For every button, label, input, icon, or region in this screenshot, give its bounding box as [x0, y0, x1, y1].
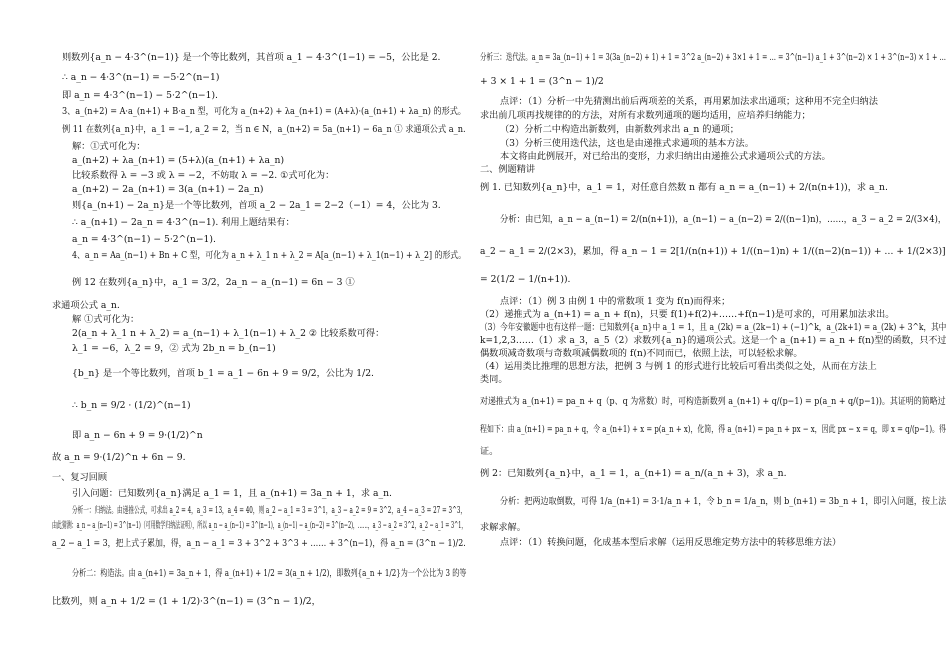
text-line: {b_n} 是一个等比数列，首项 b_1 = a_1 − 6n + 9 = 9/2，公比为 1/2.	[72, 368, 374, 379]
example-heading: 例 2：已知数列{a_n}中，a_1 = 1，a_(n+1) = a_n/(a_n + 3)，求 a_n.	[480, 468, 787, 479]
text-line: 由此猜测：a_n − a_(n−1) = 3^(n−1)（可用数学归纳法证明），所以 a_n − a_(n−1) = 3^(n−1)，a_(n−1) − a_(n−2) = 3^(n−2)，……，a_3 − a_2 = 3^2，a_2 − a_1 = 3^1，	[52, 520, 467, 531]
left-column	[0, 0, 470, 671]
text-line: 解：①式可化为：	[72, 141, 146, 152]
text-line: 分析一：归纳法。由递推公式，可求出 a_2 = 4，a_3 = 13，a_4 = 40，则 a_2 − a_1 = 3 = 3^1，a_3 − a_2 = 9 = 3^2，a_4 − a_3 = 27 = 3^3，	[72, 505, 467, 516]
text-line: （3）分析三使用迭代法，这也是由递推式求通项的基本方法。	[500, 138, 754, 149]
text-line: 则数列{a_n − 4·3^(n−1)} 是一个等比数列，其首项 a_1 − 4·3^(1−1) = −5，公比是 2.	[62, 52, 441, 63]
equation-line: 即 a_n − 6n + 9 = 9·(1/2)^n	[72, 430, 203, 441]
text-line: ∴ a_n − 4·3^(n−1) = −5·2^(n−1)	[62, 72, 220, 83]
equation-line: a_(n+2) + λa_(n+1) = (5+λ)(a_(n+1) + λa_n)	[72, 155, 285, 166]
text-line: （2）分析二中构造出新数列，由新数列求出 a_n 的通项；	[500, 124, 739, 135]
text-line: 比数列，则 a_n + 1/2 = (1 + 1/2)·3^(n−1) = (3^n − 1)/2，	[52, 596, 321, 607]
text-line: 求通项公式 a_n.	[52, 300, 120, 311]
text-line: 解 ①式可化为：	[72, 314, 140, 325]
text-line: 本文将由此例展开，对已给出的变形，力求归纳出由递推公式求通项公式的方法。	[500, 151, 831, 162]
text-line: 比较系数得 λ = −3 或 λ = −2，不妨取 λ = −2. ①式可化为：	[72, 170, 335, 181]
text-line: 引入问题：已知数列{a_n}满足 a_1 = 1，且 a_(n+1) = 3a_n + 1，求 a_n.	[72, 488, 392, 499]
equation-line: ∴ b_n = 9/2 · (1/2)^(n−1)	[72, 400, 191, 411]
text-line: 求解求解。	[480, 522, 526, 533]
text-line: （4）运用类比推理的思想方法，把例 3 与例 1 的形式进行比较后可看出类似之处，从而在方法上	[480, 361, 877, 372]
text-line: 即 a_n = 4·3^(n−1) − 5·2^(n−1).	[62, 90, 218, 101]
equation-line: 故 a_n = 9·(1/2)^n + 6n − 9.	[52, 452, 186, 463]
text-line: 点评：（1）转换问题，化成基本型后求解（运用反思维定势方法中的转移思维方法）	[500, 537, 842, 548]
section-heading: 二、例题精讲	[480, 164, 536, 175]
equation-line: a_2 − a_1 = 2/(2×3)，累加，得 a_n − 1 = 2[1/(n(n+1)) + 1/((n−1)n) + 1/((n−2)(n−1)) + … + 1/(2×3)]	[480, 246, 946, 257]
example-heading: 例 11 在数列{a_n}中，a_1 = −1, a_2 = 2，当 n ∈ N，a_(n+2) = 5a_(n+1) − 6a_n ① 求通项公式 a_n.	[62, 124, 466, 135]
text-line: 求出前几项再找规律的的方法，对所有求数列通项的题均适用，应培养归纳能力；	[480, 110, 811, 121]
text-line: （2）递推式为 a_(n+1) = a_n + f(n)，只要 f(1)+f(2)+……+f(n−1)是可求的，可用累加法求出。	[480, 309, 895, 320]
equation-line: a_(n+2) − 2a_(n+1) = 3(a_(n+1) − 2a_n)	[72, 184, 264, 195]
equation-line: a_n = 4·3^(n−1) − 5·2^(n−1).	[72, 234, 216, 245]
equation-line: = 2(1/2 − 1/(n+1)).	[480, 274, 571, 285]
text-line: 点评：（1）例 3 由例 1 中的常数项 1 变为 f(n)而得来；	[500, 296, 731, 307]
text-line: a_2 − a_1 = 3，把上式子累加，得，a_n − a_1 = 3 + 3^2 + 3^3 + …… + 3^(n−1)，得 a_n = (3^n − 1)/2.	[52, 538, 466, 549]
text-line: 对递推式为 a_(n+1) = pa_n + q（p、q 为常数）时，可构造新数列 a_(n+1) + q/(p−1) = p(a_n + q/(p−1))。其证明的简略过	[480, 396, 946, 407]
text-line: 程如下：由 a_(n+1) = pa_n + q，令 a_(n+1) + x = p(a_n + x)，化简，得 a_(n+1) = pa_n + px − x，因此 px − x = q，即 x = q/(p−1)。得	[480, 424, 946, 435]
text-line: 证。	[480, 446, 499, 457]
text-line: 分析三：迭代法。a_n = 3a_(n−1) + 1 = 3(3a_(n−2) + 1) + 1 = 3^2 a_(n−2) + 3×1 + 1 = … = 3^(n−1) a_1 + 3^(n−2) × 1 + 3^(n−3) × 1 + …	[480, 52, 946, 63]
text-line: 则{a_(n+1) − 2a_n}是一个等比数列，首项 a_2 − 2a_1 = 2−2（−1）= 4，公比为 3.	[72, 200, 441, 211]
text-line: 分析：由已知，a_n − a_(n−1) = 2/(n(n+1))，a_(n−1) − a_(n−2) = 2/((n−1)n)，……，a_3 − a_2 = 2/(3×4)，	[500, 214, 947, 225]
example-heading: 例 12 在数列{a_n}中，a_1 = 3/2，2a_n − a_(n−1) = 6n − 3 ①	[72, 277, 355, 288]
text-line: 分析二：构造法。由 a_(n+1) = 3a_n + 1，得 a_(n+1) + 1/2 = 3(a_n + 1/2)，即数列{a_n + 1/2}为一个公比为 3 的等	[72, 568, 467, 579]
section-heading: 一、复习回顾	[52, 472, 108, 483]
text-line: 类同。	[480, 374, 508, 385]
example-heading: 例 1. 已知数列{a_n}中，a_1 = 1，对任意自然数 n 都有 a_n = a_(n−1) + 2/(n(n+1))，求 a_n.	[480, 182, 888, 193]
text-line: ∴ a_(n+1) − 2a_n = 4·3^(n−1). 利用上题结果有：	[72, 217, 295, 228]
right-column	[480, 0, 950, 671]
text-line: 点评：（1）分析一中先猜测出前后两项差的关系，再用累加法求出通项；这种用不完全归纳法	[500, 96, 878, 107]
text-line: 分析：把两边取倒数，可得 1/a_(n+1) = 3·1/a_n + 1，令 b_n = 1/a_n，则 b_(n+1) = 3b_n + 1，即引入问题，按上法	[500, 496, 947, 507]
text-line: （3）今年安徽题中也有这样一题：已知数列{a_n}中 a_1 = 1，且 a_(2k) = a_(2k−1) + (−1)^k，a_(2k+1) = a_(2k) + 3^k，其中	[480, 322, 947, 333]
equation-line: λ_1 = −6，λ_2 = 9，② 式为 2b_n = b_(n−1)	[72, 343, 276, 354]
text-line: 4、a_n = Aa_(n−1) + Bn + C 型，可化为 a_n + λ_1 n + λ_2 = A[a_(n−1) + λ_1(n−1) + λ_2] 的形式。	[72, 250, 467, 261]
equation-line: + 3 × 1 + 1 = (3^n − 1)/2	[480, 76, 604, 87]
text-line: 3、a_(n+2) = A·a_(n+1) + B·a_n 型，可化为 a_(n+2) + λa_(n+1) = (A+λ)·(a_(n+1) + λa_n) 的形式。	[62, 106, 466, 117]
equation-line: 2(a_n + λ_1 n + λ_2) = a_(n−1) + λ_1(n−1) + λ_2 ② 比较系数可得：	[72, 328, 385, 339]
text-line: 偶数项减奇数项与奇数项减偶数项的 f(n)不同而已，依照上法，可以轻松求解。	[480, 348, 803, 359]
text-line: k=1,2,3……（1）求 a_3，a_5（2）求数列{a_n}的通项公式。这是一个 a_(n+1) = a_n + f(n)型的函数，只不过	[480, 335, 947, 346]
